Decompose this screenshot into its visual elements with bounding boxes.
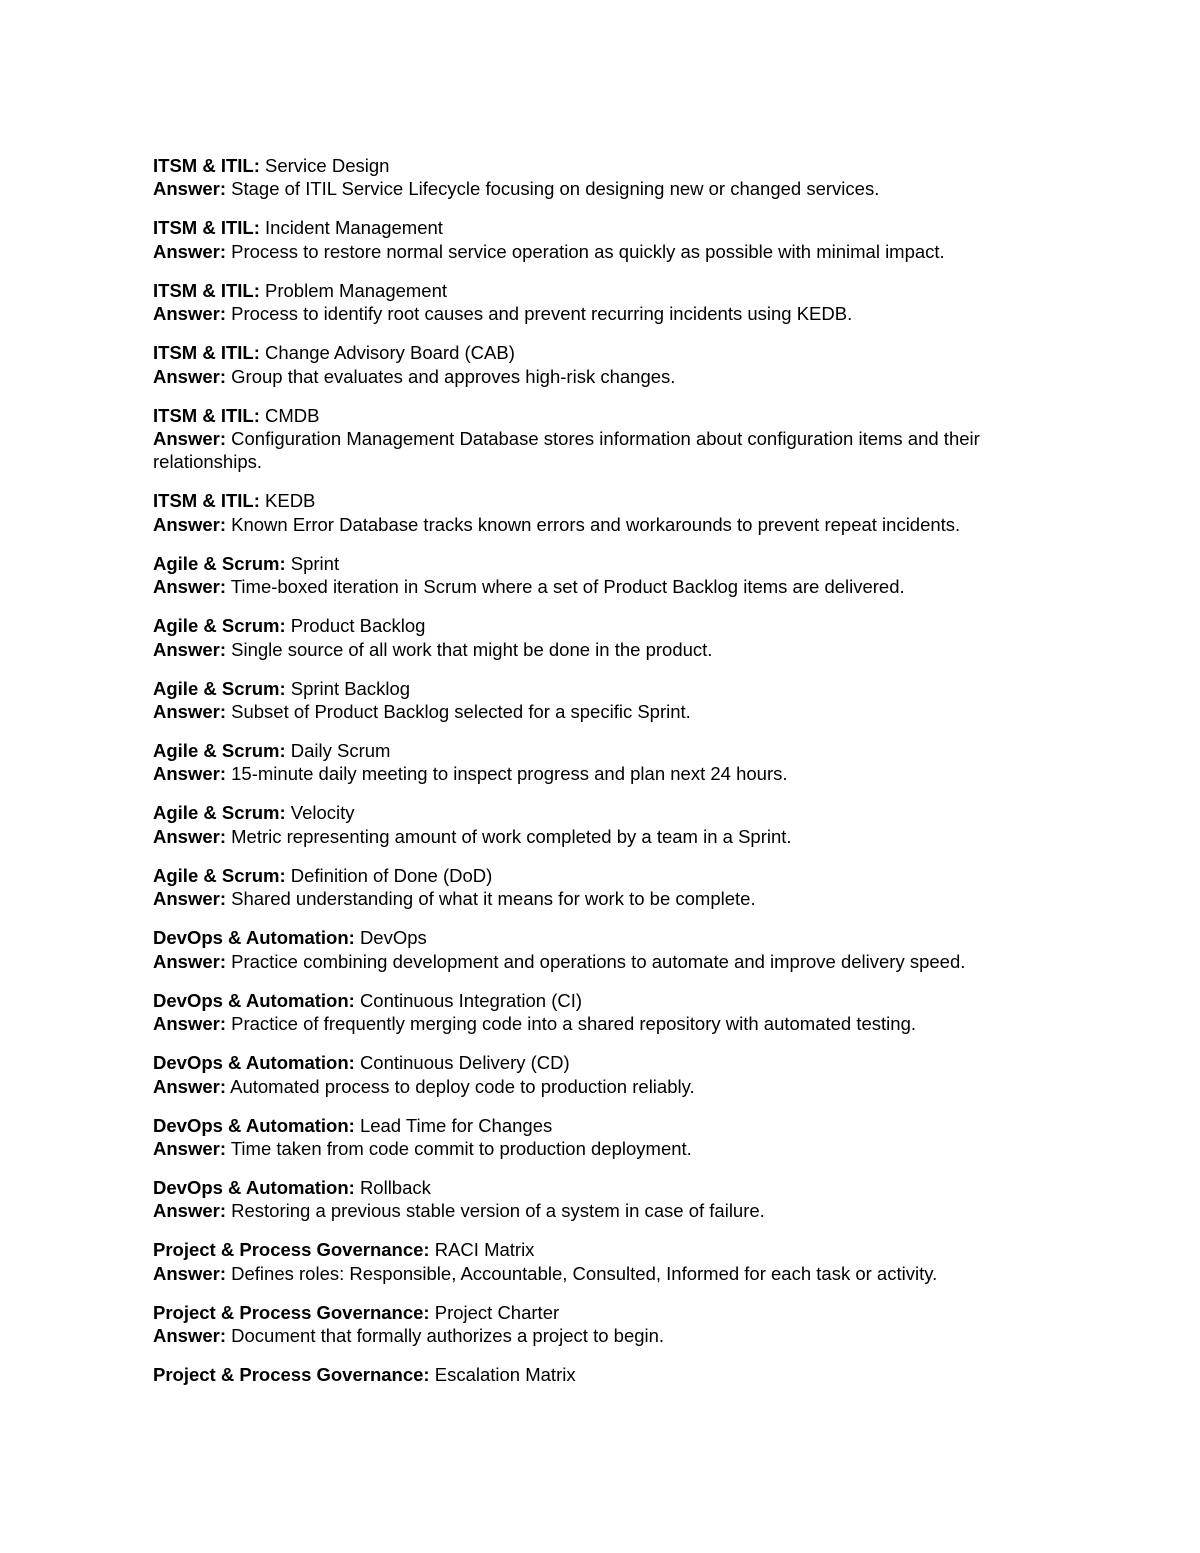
category-label: ITSM & ITIL: [153,155,260,176]
answer-text: Single source of all work that might be done in the product. [231,638,713,660]
qa-entry [153,614,1053,661]
term-text: Daily Scrum [290,740,391,762]
answer-line [153,762,1053,785]
answer-text: Practice combining development and operations to automate and improve delivery speed. [231,950,966,972]
answer-text: Configuration Management Database stores information about configuration items and their relationships. [153,428,980,473]
term-line [153,864,1053,887]
term-line [153,989,1053,1012]
answer-line [153,950,1053,973]
category-label: Agile & Scrum: [153,802,286,824]
term-line [153,154,1053,177]
qa-entry [153,1051,1053,1098]
qa-entry [153,864,1053,911]
qa-entry [153,341,1053,388]
term-line [153,1238,1053,1261]
term-line [153,341,1053,364]
answer-line [153,825,1053,848]
term-line [153,552,1053,575]
term-line [153,1301,1053,1324]
answer-text: Time taken from code commit to production deployment. [230,1137,692,1159]
term-line [153,739,1053,762]
qa-list [153,154,1053,1387]
answer-line [153,1075,1053,1098]
answer-text: Shared understanding of what it means for work to be complete. [231,888,756,910]
answer-text: Practice of frequently merging code into a shared repository with automated testing. [231,1013,917,1035]
category-label: DevOps & Automation: [153,1176,355,1198]
answer-line [153,240,1053,263]
answer-line [153,302,1053,325]
answer-text: Restoring a previous stable version of a system in case of failure. [231,1200,765,1222]
answer-label: Answer: [153,763,226,785]
qa-entry [153,279,1053,326]
answer-label: Answer: [153,428,226,450]
category-label: Agile & Scrum: [153,677,286,699]
term-line [153,801,1053,824]
term-line [153,404,1053,427]
category-label: DevOps & Automation: [153,927,355,949]
answer-text: Stage of ITIL Service Lifecycle focusing on designing new or changed services. [231,178,880,200]
category-label: Agile & Scrum: [153,552,286,574]
term-text: Product Backlog [290,615,426,637]
term-text: RACI Matrix [434,1239,535,1261]
qa-entry [153,677,1053,724]
category-label: ITSM & ITIL: [153,279,260,301]
term-text: Continuous Delivery (CD) [359,1052,570,1074]
answer-label: Answer: [153,638,226,660]
qa-entry [153,926,1053,973]
answer-label: Answer: [153,303,226,325]
answer-text: Process to restore normal service operation as quickly as possible with minimal impact. [231,240,945,262]
term-line [153,1363,1053,1386]
category-label: Agile & Scrum: [153,615,286,637]
answer-label: Answer: [153,178,226,200]
answer-label: Answer: [153,1262,226,1284]
answer-line [153,887,1053,910]
answer-line [153,1137,1053,1160]
answer-line [153,427,1053,474]
category-label: DevOps & Automation: [153,1052,355,1074]
term-line [153,279,1053,302]
term-line [153,216,1053,239]
answer-line [153,513,1053,536]
term-line [153,1051,1053,1074]
answer-text: Subset of Product Backlog selected for a specific Sprint. [231,701,691,723]
document-page [153,154,1053,1402]
answer-line [153,700,1053,723]
answer-label: Answer: [153,825,226,847]
answer-text: 15-minute daily meeting to inspect progress and plan next 24 hours. [231,763,788,785]
term-text: KEDB [265,490,316,512]
term-line [153,677,1053,700]
qa-entry [153,1114,1053,1161]
answer-line [153,1262,1053,1285]
term-text: Project Charter [434,1301,560,1323]
answer-label: Answer: [153,701,226,723]
term-line [153,489,1053,512]
term-text: Incident Management [265,217,443,239]
term-text: Velocity [290,802,355,824]
term-text: CMDB [265,404,320,426]
category-label: DevOps & Automation: [153,989,355,1011]
category-label: Agile & Scrum: [153,740,286,762]
category-label: ITSM & ITIL: [153,342,260,364]
category-label: ITSM & ITIL: [153,490,260,512]
answer-text: Automated process to deploy code to production reliably. [230,1075,695,1097]
category-label: DevOps & Automation: [153,1114,355,1136]
answer-label: Answer: [153,1013,226,1035]
answer-label: Answer: [153,240,226,262]
term-line [153,614,1053,637]
answer-text: Group that evaluates and approves high-risk changes. [231,365,676,387]
answer-text: Defines roles: Responsible, Accountable, Consulted, Informed for each task or activity. [231,1262,938,1284]
qa-entry [153,989,1053,1036]
category-label: ITSM & ITIL: [153,404,260,426]
term-text: Problem Management [265,279,448,301]
category-label: Project & Process Governance: [153,1364,430,1386]
answer-text: Process to identify root causes and prevent recurring incidents using KEDB. [231,303,853,325]
answer-line [153,575,1053,598]
term-line [153,926,1053,949]
answer-line [153,638,1053,661]
answer-label: Answer: [153,888,226,910]
answer-text: Time-boxed iteration in Scrum where a set of Product Backlog items are delivered. [230,576,905,598]
term-line [153,1176,1053,1199]
answer-label: Answer: [153,365,226,387]
term-text: Escalation Matrix [434,1364,576,1386]
answer-text: Document that formally authorizes a project to begin. [231,1325,665,1347]
answer-line [153,177,1053,200]
category-label: Agile & Scrum: [153,864,286,886]
term-text: Rollback [359,1176,431,1198]
answer-label: Answer: [153,1075,226,1097]
term-line [153,1114,1053,1137]
term-text: Sprint Backlog [290,677,411,699]
qa-entry [153,404,1053,474]
answer-line [153,1199,1053,1222]
term-text: Service Design [265,155,390,176]
category-label: ITSM & ITIL: [153,217,260,239]
term-text: DevOps [359,927,427,949]
category-label: Project & Process Governance: [153,1301,430,1323]
qa-entry [153,216,1053,263]
answer-label: Answer: [153,1137,226,1159]
qa-entry [153,1176,1053,1223]
term-text: Sprint [290,552,340,574]
term-text: Lead Time for Changes [359,1114,553,1136]
answer-label: Answer: [153,1200,226,1222]
qa-entry [153,1301,1053,1348]
answer-label: Answer: [153,513,226,535]
term-text: Definition of Done (DoD) [290,864,493,886]
category-label: Project & Process Governance: [153,1239,430,1261]
qa-entry [153,1238,1053,1285]
term-text: Continuous Integration (CI) [359,989,583,1011]
qa-entry [153,154,1053,201]
answer-line [153,1324,1053,1347]
answer-text: Known Error Database tracks known errors and workarounds to prevent repeat incidents. [231,513,961,535]
qa-entry [153,739,1053,786]
qa-entry [153,552,1053,599]
answer-line [153,1012,1053,1035]
qa-entry [153,1363,1053,1386]
answer-label: Answer: [153,1325,226,1347]
answer-label: Answer: [153,950,226,972]
answer-label: Answer: [153,576,226,598]
qa-entry [153,801,1053,848]
answer-text: Metric representing amount of work completed by a team in a Sprint. [231,825,792,847]
qa-entry [153,489,1053,536]
term-text: Change Advisory Board (CAB) [265,342,515,364]
answer-line [153,365,1053,388]
